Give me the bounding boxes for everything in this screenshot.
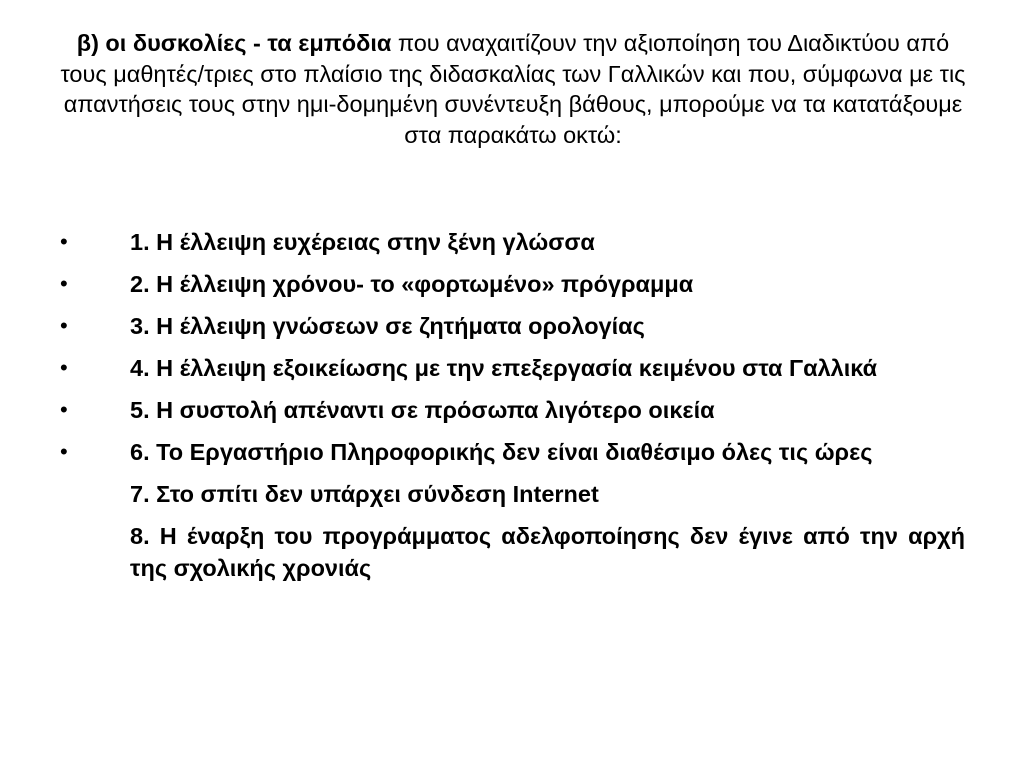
list-item-text: 1. Η έλλειψη ευχέρειας στην ξένη γλώσσα (130, 229, 595, 255)
intro-bold-heading: β) οι δυσκολίες - τα εμπόδια (76, 30, 392, 56)
list-item (60, 436, 965, 468)
list-item (60, 520, 965, 584)
list-item (60, 310, 965, 342)
list-item (60, 394, 965, 426)
list-item-text: 2. Η έλλειψη χρόνου- το «φορτωμένο» πρόγραμμα (130, 271, 694, 297)
list-item (60, 268, 965, 300)
list-item-text: 3. Η έλλειψη γνώσεων σε ζητήματα ορολογίας (130, 313, 645, 339)
list-item (60, 352, 965, 384)
bullet-icon: • (60, 397, 68, 422)
difficulties-list (60, 226, 965, 594)
list-item-text: 6. Το Εργαστήριο Πληροφορικής δεν είναι διαθέσιμο όλες τις ώρες (130, 439, 873, 465)
intro-paragraph (58, 28, 968, 150)
bullet-icon: • (60, 355, 68, 380)
bullet-icon: • (60, 439, 68, 464)
intro-text: που αναχαιτίζουν την αξιοποίηση του Διαδικτύου από τους μαθητές/τριες στο πλαίσιο της διδασκαλίας των Γαλλικών και που, σύμφωνα με τις απαντήσεις τους στην ημι-δομημένη συνέντευξη βάθους, μπορούμε να τα κατατάξουμε στα παρακάτω οκτώ: (60, 30, 966, 148)
list-item-text: 8. Η έναρξη του προγράμματος αδελφοποίησης δεν έγινε από την αρχή της σχολικής χρονιάς (130, 523, 965, 581)
bullet-icon: • (60, 229, 68, 254)
bullet-icon: • (60, 313, 68, 338)
list-item-text: 7. Στο σπίτι δεν υπάρχει σύνδεση Internet (130, 481, 599, 507)
list-item-text: 5. Η συστολή απέναντι σε πρόσωπα λιγότερο οικεία (130, 397, 715, 423)
list-item (60, 226, 965, 258)
list-item (60, 478, 965, 510)
list-item-text: 4. Η έλλειψη εξοικείωσης με την επεξεργασία κειμένου στα Γαλλικά (130, 355, 878, 381)
bullet-icon: • (60, 271, 68, 296)
